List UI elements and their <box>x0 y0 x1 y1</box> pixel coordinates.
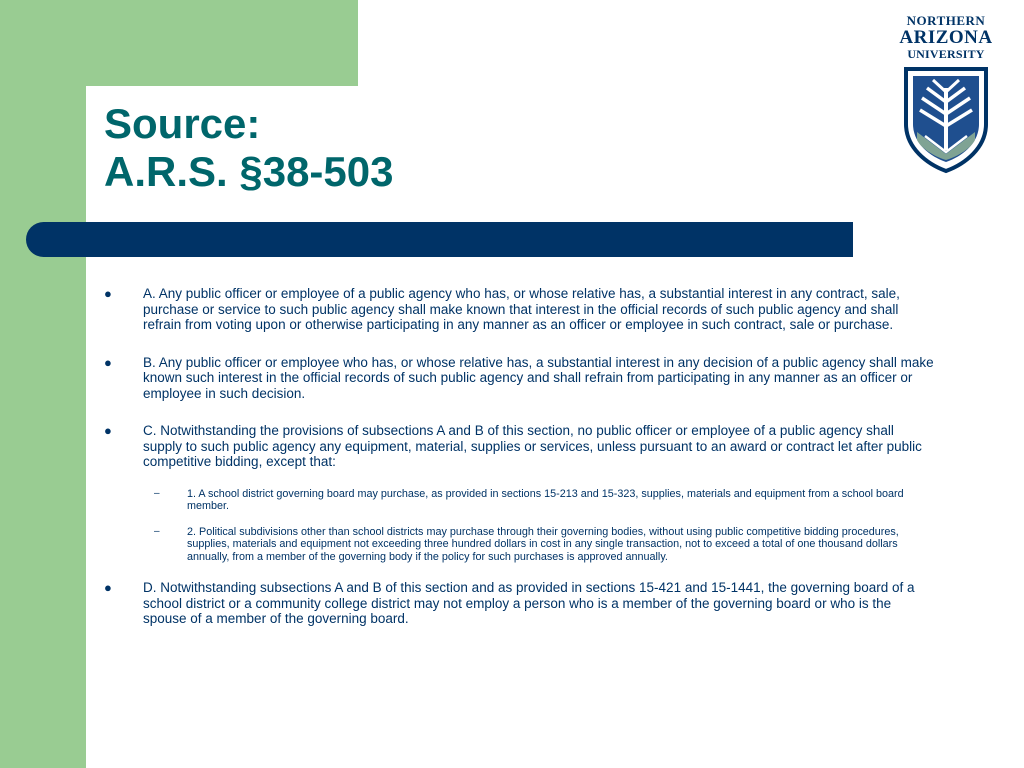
logo-line-2: ARIZONA <box>899 27 993 48</box>
nau-shield-icon <box>903 66 989 174</box>
content-body <box>104 286 934 649</box>
list-item <box>104 286 934 333</box>
green-top-band <box>0 0 358 86</box>
list-item-text: A. Any public officer or employee of a public agency who has, or whose relative has, a substantial interest in any contract, sale, purchase or service to such public agency shall make known that interest in the official records of such public agency and shall refrain from voting upon or otherwise participating in any manner as an officer or employee in such contract, sale or purchase. <box>143 286 900 332</box>
sub-list-item-text: 1. A school district governing board may purchase, as provided in sections 15-213 and 15-323, supplies, materials and equipment from a school board member. <box>187 487 904 512</box>
list-item <box>104 355 934 402</box>
dash-icon: – <box>154 487 160 499</box>
sub-list-item-text: 2. Political subdivisions other than school districts may purchase through their governing bodies, without using public competitive bidding procedures, supplies, materials and equipment not exceeding three hundred dollars in cost in any single transaction, not to exceed a total of one thousand dollars annually, from a member of the governing body if the policy for such purchases is approved annually. <box>187 525 899 563</box>
logo-line-3: UNIVERSITY <box>907 47 985 61</box>
title-line-2: A.R.S. §38-503 <box>104 148 394 195</box>
green-left-band <box>0 0 86 768</box>
title-line-1: Source: <box>104 100 261 147</box>
list-item <box>104 423 934 470</box>
list-item-text: C. Notwithstanding the provisions of subsections A and B of this section, no public officer or employee of a public agency shall supply to such public agency any equipment, material, supplies or services, unless pursuant to an award or contract let after public competitive bidding, except that: <box>143 423 922 469</box>
title-divider-bar <box>26 222 853 257</box>
page-title <box>104 100 394 196</box>
logo-line-1: NORTHERN <box>906 13 986 28</box>
list-item-text: D. Notwithstanding subsections A and B of this section and as provided in sections 15-421 and 15-1441, the governing board of a school district or a community college district may not employ a person who is a member of the governing board or who is the spouse of a member of the governing board. <box>143 580 915 626</box>
list-item-text: B. Any public officer or employee who has, or whose relative has, a substantial interest in any decision of a public agency shall make known such interest in the official records of such public agency and shall refrain from participating in any manner as an officer or employee in such decision. <box>143 354 934 401</box>
bullet-icon: ● <box>104 423 112 438</box>
sub-list-item <box>104 488 934 513</box>
list-item <box>104 580 934 627</box>
bullet-icon: ● <box>104 580 112 595</box>
bullet-icon: ● <box>104 354 112 370</box>
dash-icon: – <box>154 525 160 537</box>
university-logo <box>898 14 994 174</box>
sub-list-item <box>104 526 934 564</box>
bullet-icon: ● <box>104 286 112 301</box>
